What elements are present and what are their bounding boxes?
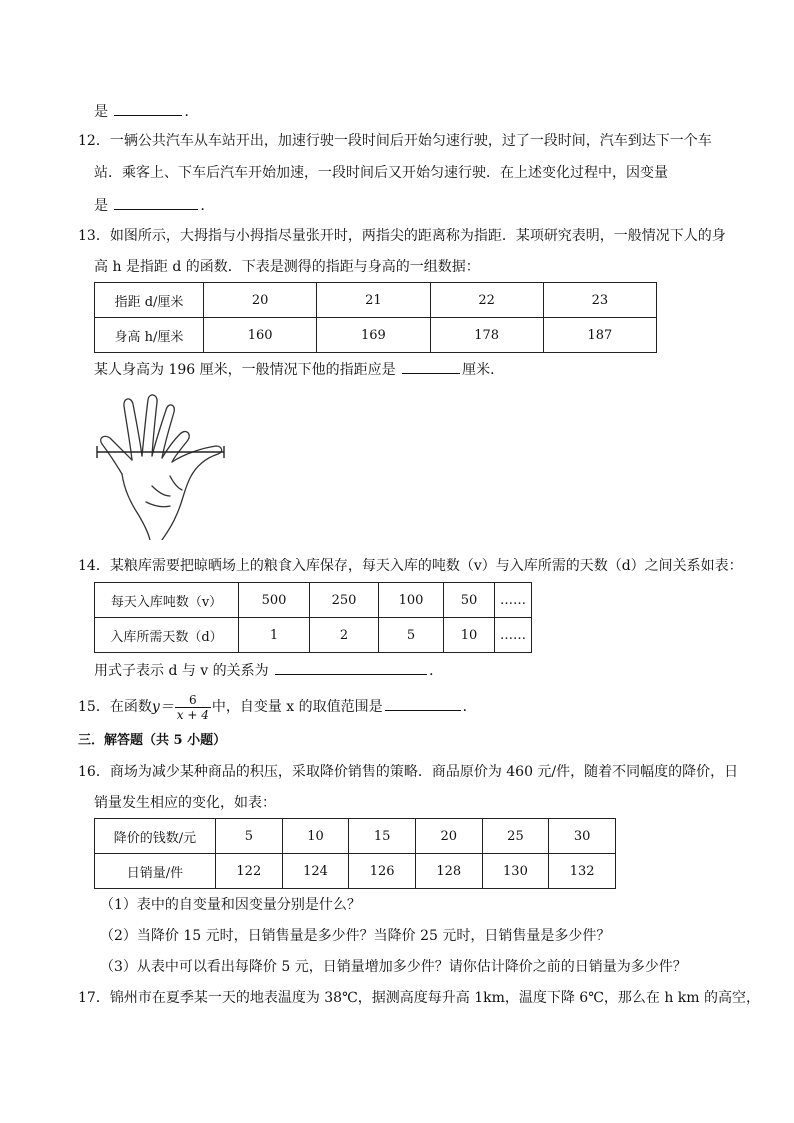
table-cell: 500: [239, 583, 310, 618]
table-cell: 身高 h/厘米: [95, 318, 204, 353]
table-cell: 10: [444, 618, 495, 653]
section-title: 三．解答题（共 5 小题）: [78, 733, 227, 748]
q17-line1: 17．锦州市在夏季某一天的地表温度为 38℃，据测高度每升高 1km，温度下降 6℃，那么在 h km 的高空，: [78, 990, 760, 1006]
hand-span-icon: [92, 392, 232, 540]
table-cell: 250: [310, 583, 379, 618]
table-cell: 10: [282, 819, 349, 854]
table-cell: 122: [216, 854, 283, 889]
table-cell: 5: [216, 819, 283, 854]
table-cell: ……: [495, 583, 532, 618]
table-cell: 1: [239, 618, 310, 653]
answer-blank[interactable]: [402, 358, 460, 374]
table-cell: 128: [415, 854, 482, 889]
q11-tail: 是 ．: [94, 100, 198, 122]
answer-blank[interactable]: [114, 100, 182, 116]
table-cell: 23: [543, 283, 656, 318]
q14-line1: 14．某粮库需要把晾晒场上的粮食入库保存，每天入库的吨数（v）与入库所需的天数（d）之间关系如表：: [78, 558, 743, 574]
table-cell: 指距 d/厘米: [95, 283, 204, 318]
table-cell: 2: [310, 618, 379, 653]
table-cell: 160: [204, 318, 317, 353]
q14-table: [94, 582, 532, 653]
q16-table: [94, 818, 616, 889]
table-cell: 22: [430, 283, 543, 318]
table-cell: 187: [543, 318, 656, 353]
table-row: [95, 618, 532, 653]
table-cell: 126: [349, 854, 416, 889]
table-cell: 15: [349, 819, 416, 854]
fraction: $\frac{6}{x + 4}$: [176, 692, 209, 722]
table-cell: 21: [317, 283, 430, 318]
table-cell: 100: [379, 583, 444, 618]
table-cell: 124: [282, 854, 349, 889]
q12-line1: 12．一辆公共汽车从车站开出，加速行驶一段时间后开始匀速行驶，过了一段时间，汽车到达下一个车: [78, 133, 712, 149]
q15-line: 15．在函数y＝ $\frac{6}{x + 4}$ 中，自变量 x 的取值范围是 ．: [78, 692, 477, 722]
table-cell: 30: [549, 819, 616, 854]
table-cell: 每天入库吨数（v）: [95, 583, 239, 618]
q13-table: [94, 282, 657, 353]
table-row: [95, 583, 532, 618]
table-cell: 25: [482, 819, 549, 854]
q13-after: 某人身高为 196 厘米，一般情况下他的指距应是 厘米．: [94, 358, 504, 380]
table-row: [95, 318, 657, 353]
table-cell: 日销量/件: [95, 854, 216, 889]
table-cell: 50: [444, 583, 495, 618]
q13-line2: 高 h 是指距 d 的函数．下表是测得的指距与身高的一组数据：: [94, 259, 480, 275]
q16-line2: 销量发生相应的变化，如表：: [94, 795, 276, 811]
q12-line2: 站．乘客上、下车后汽车开始加速，一段时间后又开始匀速行驶．在上述变化过程中，因变量: [94, 165, 668, 181]
table-cell: 降价的钱数/元: [95, 819, 216, 854]
table-cell: 20: [204, 283, 317, 318]
table-cell: ……: [495, 618, 532, 653]
q14-after: 用式子表示 d 与 v 的关系为 ．: [94, 659, 443, 681]
table-cell: 5: [379, 618, 444, 653]
table-cell: 132: [549, 854, 616, 889]
table-row: [95, 819, 616, 854]
table-cell: 20: [415, 819, 482, 854]
answer-blank[interactable]: [275, 659, 427, 675]
table-cell: 169: [317, 318, 430, 353]
table-cell: 130: [482, 854, 549, 889]
q12-line3: 是 ．: [94, 194, 214, 216]
answer-blank[interactable]: [385, 695, 461, 711]
table-cell: 入库所需天数（d）: [95, 618, 239, 653]
table-row: [95, 854, 616, 889]
q13-line1: 13．如图所示，大拇指与小拇指尽量张开时，两指尖的距离称为指距．某项研究表明，一般情况下人的身: [78, 228, 726, 244]
table-row: [95, 283, 657, 318]
answer-blank[interactable]: [114, 194, 198, 210]
table-cell: 178: [430, 318, 543, 353]
q16-sub2: （2）当降价 15 元时，日销售量是多少件？当降价 25 元时，日销售量是多少件？: [100, 928, 611, 944]
q16-sub1: （1）表中的自变量和因变量分别是什么？: [100, 897, 361, 913]
q16-line1: 16．商场为减少某种商品的积压，采取降价销售的策略．商品原价为 460 元/件，随着不同幅度的降价，日: [78, 764, 739, 780]
q16-sub3: （3）从表中可以看出每降价 5 元，日销量增加多少件？请你估计降价之前的日销量为多少件？: [100, 959, 687, 975]
